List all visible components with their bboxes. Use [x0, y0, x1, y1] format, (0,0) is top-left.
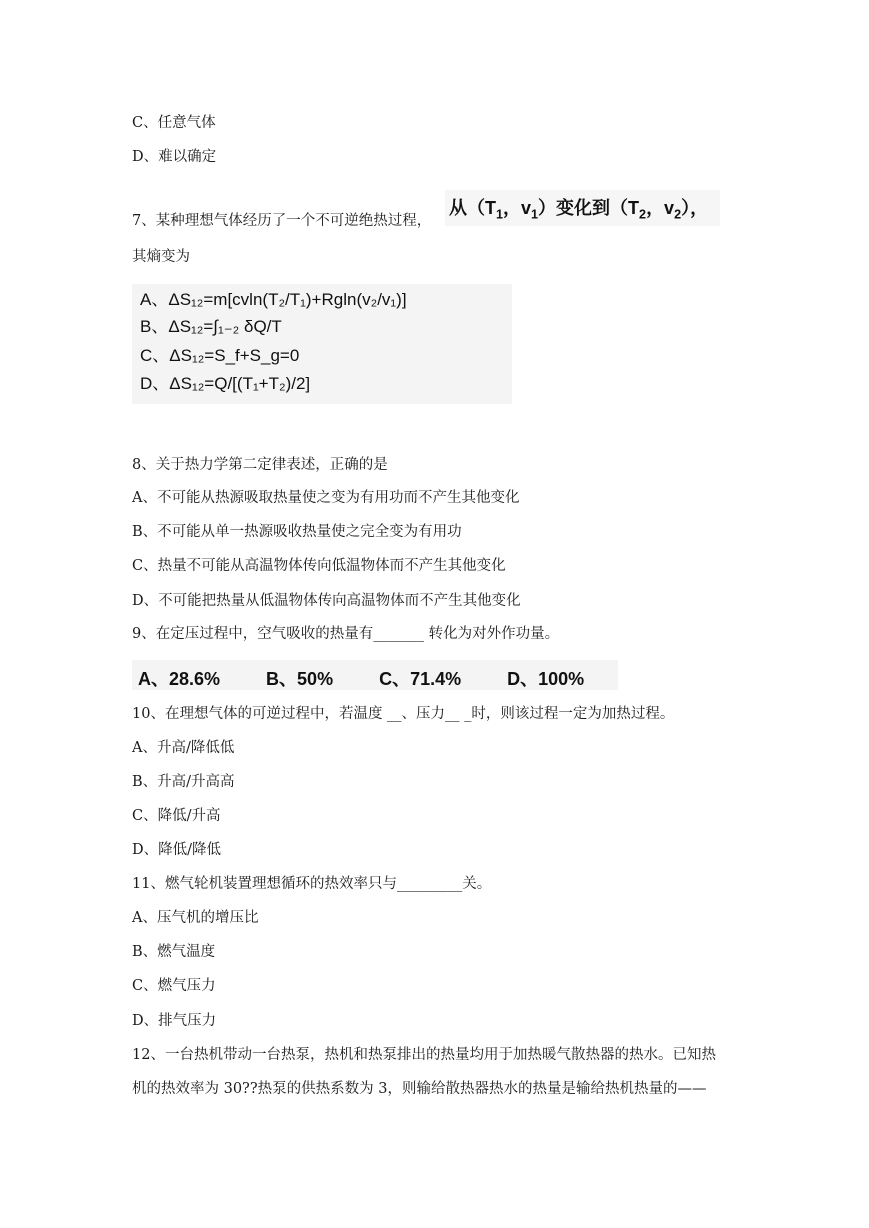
- q10-stem: 10、在理想气体的可逆过程中，若温度 __、压力__ _时，则该过程一定为加热过程。: [132, 706, 675, 722]
- q9-option-d: D、100%: [507, 669, 585, 689]
- q7-stem-image-text: 从（$T_1$，$v_1$）变化到（$T_2$，$v_2$），: [449, 198, 709, 222]
- q6-option-d: D、难以确定: [132, 149, 217, 165]
- q7-stem-image: [445, 190, 720, 226]
- q8-option-c: C、热量不可能从高温物体传向低温物体而不产生其他变化: [132, 558, 506, 574]
- q7-stem-continued: 其熵变为: [132, 249, 190, 265]
- q7-option-d: D、ΔS₁₂=Q/[(T₁+T₂)/2]: [140, 374, 311, 393]
- q8-option-b: B、不可能从单一热源吸收热量使之完全变为有用功: [132, 524, 462, 540]
- q7-stem: 7、某种理想气体经历了一个不可逆绝热过程，: [132, 213, 432, 229]
- q11-option-a: A、压气机的增压比: [132, 910, 259, 926]
- q12-line-1: 12、一台热机带动一台热泵，热机和热泵排出的热量均用于加热暖气散热器的热水。已知热: [132, 1047, 716, 1063]
- q10-option-b: B、升高/升高高: [132, 774, 235, 790]
- q7-option-c: C、ΔS₁₂=S_f+S_g=0: [140, 346, 300, 365]
- q9-stem: 9、在定压过程中，空气吸收的热量有_______ 转化为对外作功量。: [132, 626, 560, 642]
- q9-option-a: A、28.6%: [138, 669, 221, 689]
- q10-option-d: D、降低/降低: [132, 842, 222, 858]
- q7-options-image: [132, 284, 512, 404]
- q8-stem: 8、关于热力学第二定律表述，正确的是: [132, 457, 388, 473]
- q9-option-b: B、50%: [266, 669, 334, 689]
- q10-option-c: C、降低/升高: [132, 808, 221, 824]
- q12-line-2: 机的热效率为 30??热泵的供热系数为 3，则输给散热器热水的热量是输给热机热量的——: [132, 1081, 707, 1097]
- q9-options-image: [132, 660, 618, 690]
- q8-option-a: A、不可能从热源吸取热量使之变为有用功而不产生其他变化: [132, 490, 520, 506]
- q7-option-a: A、ΔS₁₂=m[cvln(T₂/T₁)+Rgln(v₂/v₁)]: [140, 290, 407, 309]
- q9-option-c: C、71.4%: [379, 669, 462, 689]
- q7-option-b: B、ΔS₁₂=∫₁₋₂ δQ/T: [140, 317, 282, 336]
- q6-option-c: C、任意气体: [132, 115, 216, 131]
- q11-option-c: C、燃气压力: [132, 978, 216, 994]
- q11-option-d: D、排气压力: [132, 1013, 217, 1029]
- q11-stem: 11、燃气轮机装置理想循环的热效率只与_________关。: [132, 876, 492, 892]
- q11-option-b: B、燃气温度: [132, 944, 216, 960]
- q8-option-d: D、不可能把热量从低温物体传向高温物体而不产生其他变化: [132, 593, 521, 609]
- q10-option-a: A、升高/降低低: [132, 740, 235, 756]
